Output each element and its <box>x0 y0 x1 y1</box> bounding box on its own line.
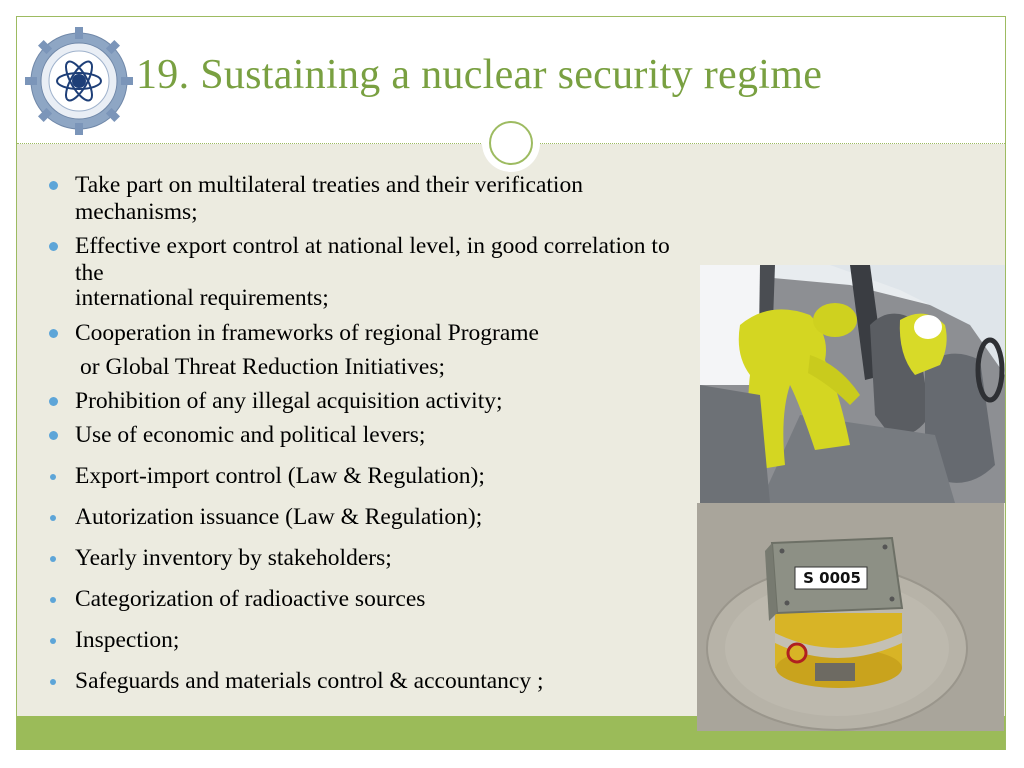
bullet-dot-icon <box>49 242 58 251</box>
list-item: Prohibition of any illegal acquisition activity; <box>44 388 704 415</box>
list-item: Yearly inventory by stakeholders; <box>44 545 704 572</box>
radioactive-source-container-photo <box>697 503 1004 731</box>
bullet-dot-icon <box>50 679 56 685</box>
bullet-dot-icon <box>50 556 56 562</box>
bullet-list <box>44 172 704 695</box>
bullet-dot-icon <box>49 431 58 440</box>
atom-gear-seal-logo <box>25 27 133 135</box>
bullet-dot-icon <box>49 329 58 338</box>
list-item: Autorization issuance (Law & Regulation); <box>44 504 704 531</box>
list-item: Categorization of radioactive sources <box>44 586 704 613</box>
slide-title: 19. Sustaining a nuclear security regime <box>136 52 823 98</box>
list-item-continuation: or Global Threat Reduction Initiatives; <box>80 354 446 380</box>
bullet-dot-icon <box>49 181 58 190</box>
list-item: Export-import control (Law & Regulation); <box>44 463 704 490</box>
list-item: Safeguards and materials control & accountancy ; <box>44 668 704 695</box>
list-item: Cooperation in frameworks of regional Programe <box>44 320 704 347</box>
list-item-continuation: international requirements; <box>75 285 329 311</box>
bullet-dot-icon <box>50 474 56 480</box>
list-item: Take part on multilateral treaties and their verification mechanisms; <box>44 172 704 226</box>
bullet-dot-icon <box>50 638 56 644</box>
list-item: Effective export control at national level, in good correlation to the <box>44 233 704 287</box>
bullet-dot-icon <box>50 597 56 603</box>
circle-ornament-icon <box>482 114 540 172</box>
list-item: Use of economic and political levers; <box>44 422 704 449</box>
source-id-label: S 0005 <box>803 569 861 587</box>
bullet-dot-icon <box>50 515 56 521</box>
list-item: Inspection; <box>44 627 704 654</box>
bullet-dot-icon <box>49 397 58 406</box>
hazmat-car-search-photo <box>700 265 1005 503</box>
